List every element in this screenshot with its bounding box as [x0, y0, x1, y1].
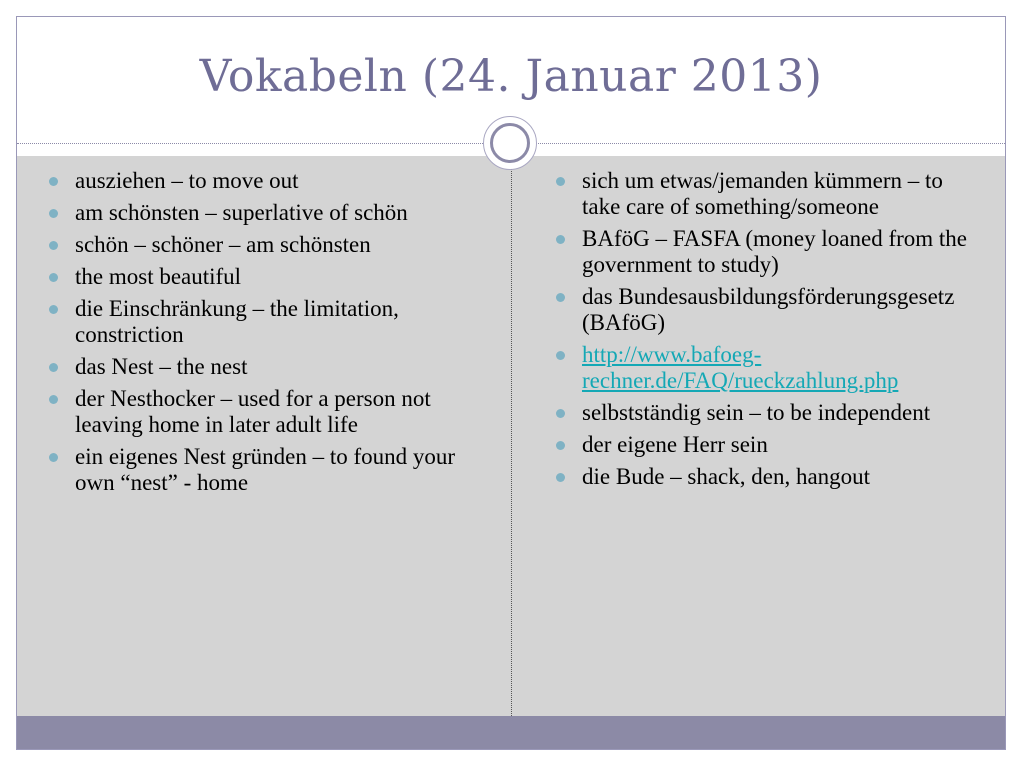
list-item-text: BAföG – FASFA (money loaned from the government to study) [582, 226, 968, 277]
bullet-icon [49, 395, 58, 404]
list-item-text: am schönsten – superlative of schön [75, 200, 408, 225]
list-item [554, 168, 984, 220]
bafoeg-faq-link[interactable]: http://www.bafoeg-rechner.de/FAQ/rueckzahlung.php [582, 342, 899, 393]
list-item [47, 264, 487, 290]
list-item [47, 296, 487, 348]
circle-ornament-icon [483, 116, 537, 170]
list-item-text: der Nesthocker – used for a person not leaving home in later adult life [75, 386, 431, 437]
list-item [554, 342, 984, 394]
list-item [554, 226, 984, 278]
list-item [47, 168, 487, 194]
list-item-text: selbstständig sein – to be independent [582, 400, 931, 425]
bullet-icon [556, 235, 565, 244]
list-item-text: ein eigenes Nest gründen – to found your own “nest” - home [75, 444, 456, 495]
bullet-icon [49, 305, 58, 314]
bullet-icon [556, 441, 565, 450]
list-item-text: das Bundesausbildungsförderungsgesetz (BAföG) [582, 284, 955, 335]
bullet-icon [49, 453, 58, 462]
list-item-text: sich um etwas/jemanden kümmern – to take care of something/someone [582, 168, 943, 219]
list-item [554, 432, 984, 458]
bullet-icon [49, 177, 58, 186]
list-item [554, 464, 984, 490]
bullet-icon [49, 209, 58, 218]
left-vocab-list [47, 168, 487, 502]
bullet-icon [556, 293, 565, 302]
list-item [47, 354, 487, 380]
list-item-text: das Nest – the nest [75, 354, 248, 379]
list-item-text: die Einschränkung – the limitation, constriction [75, 296, 399, 347]
list-item [47, 232, 487, 258]
slide-title: Vokabeln (24. Januar 2013) [199, 51, 823, 102]
bullet-icon [556, 409, 565, 418]
slide [16, 16, 1006, 750]
list-item-text: der eigene Herr sein [582, 432, 768, 457]
right-vocab-list [554, 168, 984, 496]
list-item [47, 444, 487, 496]
list-item-text: the most beautiful [75, 264, 242, 289]
bullet-icon [556, 473, 565, 482]
list-item [554, 400, 984, 426]
list-item [47, 200, 487, 226]
list-item-text: schön – schöner – am schönsten [75, 232, 371, 257]
bullet-icon [556, 177, 565, 186]
list-item-text: die Bude – shack, den, hangout [582, 464, 871, 489]
bullet-icon [49, 273, 58, 282]
bullet-icon [49, 241, 58, 250]
list-item-text: ausziehen – to move out [75, 168, 299, 193]
footer-bar [17, 716, 1005, 750]
bullet-icon [556, 351, 565, 360]
circle-ornament-inner [490, 123, 530, 163]
column-divider [511, 156, 512, 716]
list-item [554, 284, 984, 336]
bullet-icon [49, 363, 58, 372]
list-item [47, 386, 487, 438]
